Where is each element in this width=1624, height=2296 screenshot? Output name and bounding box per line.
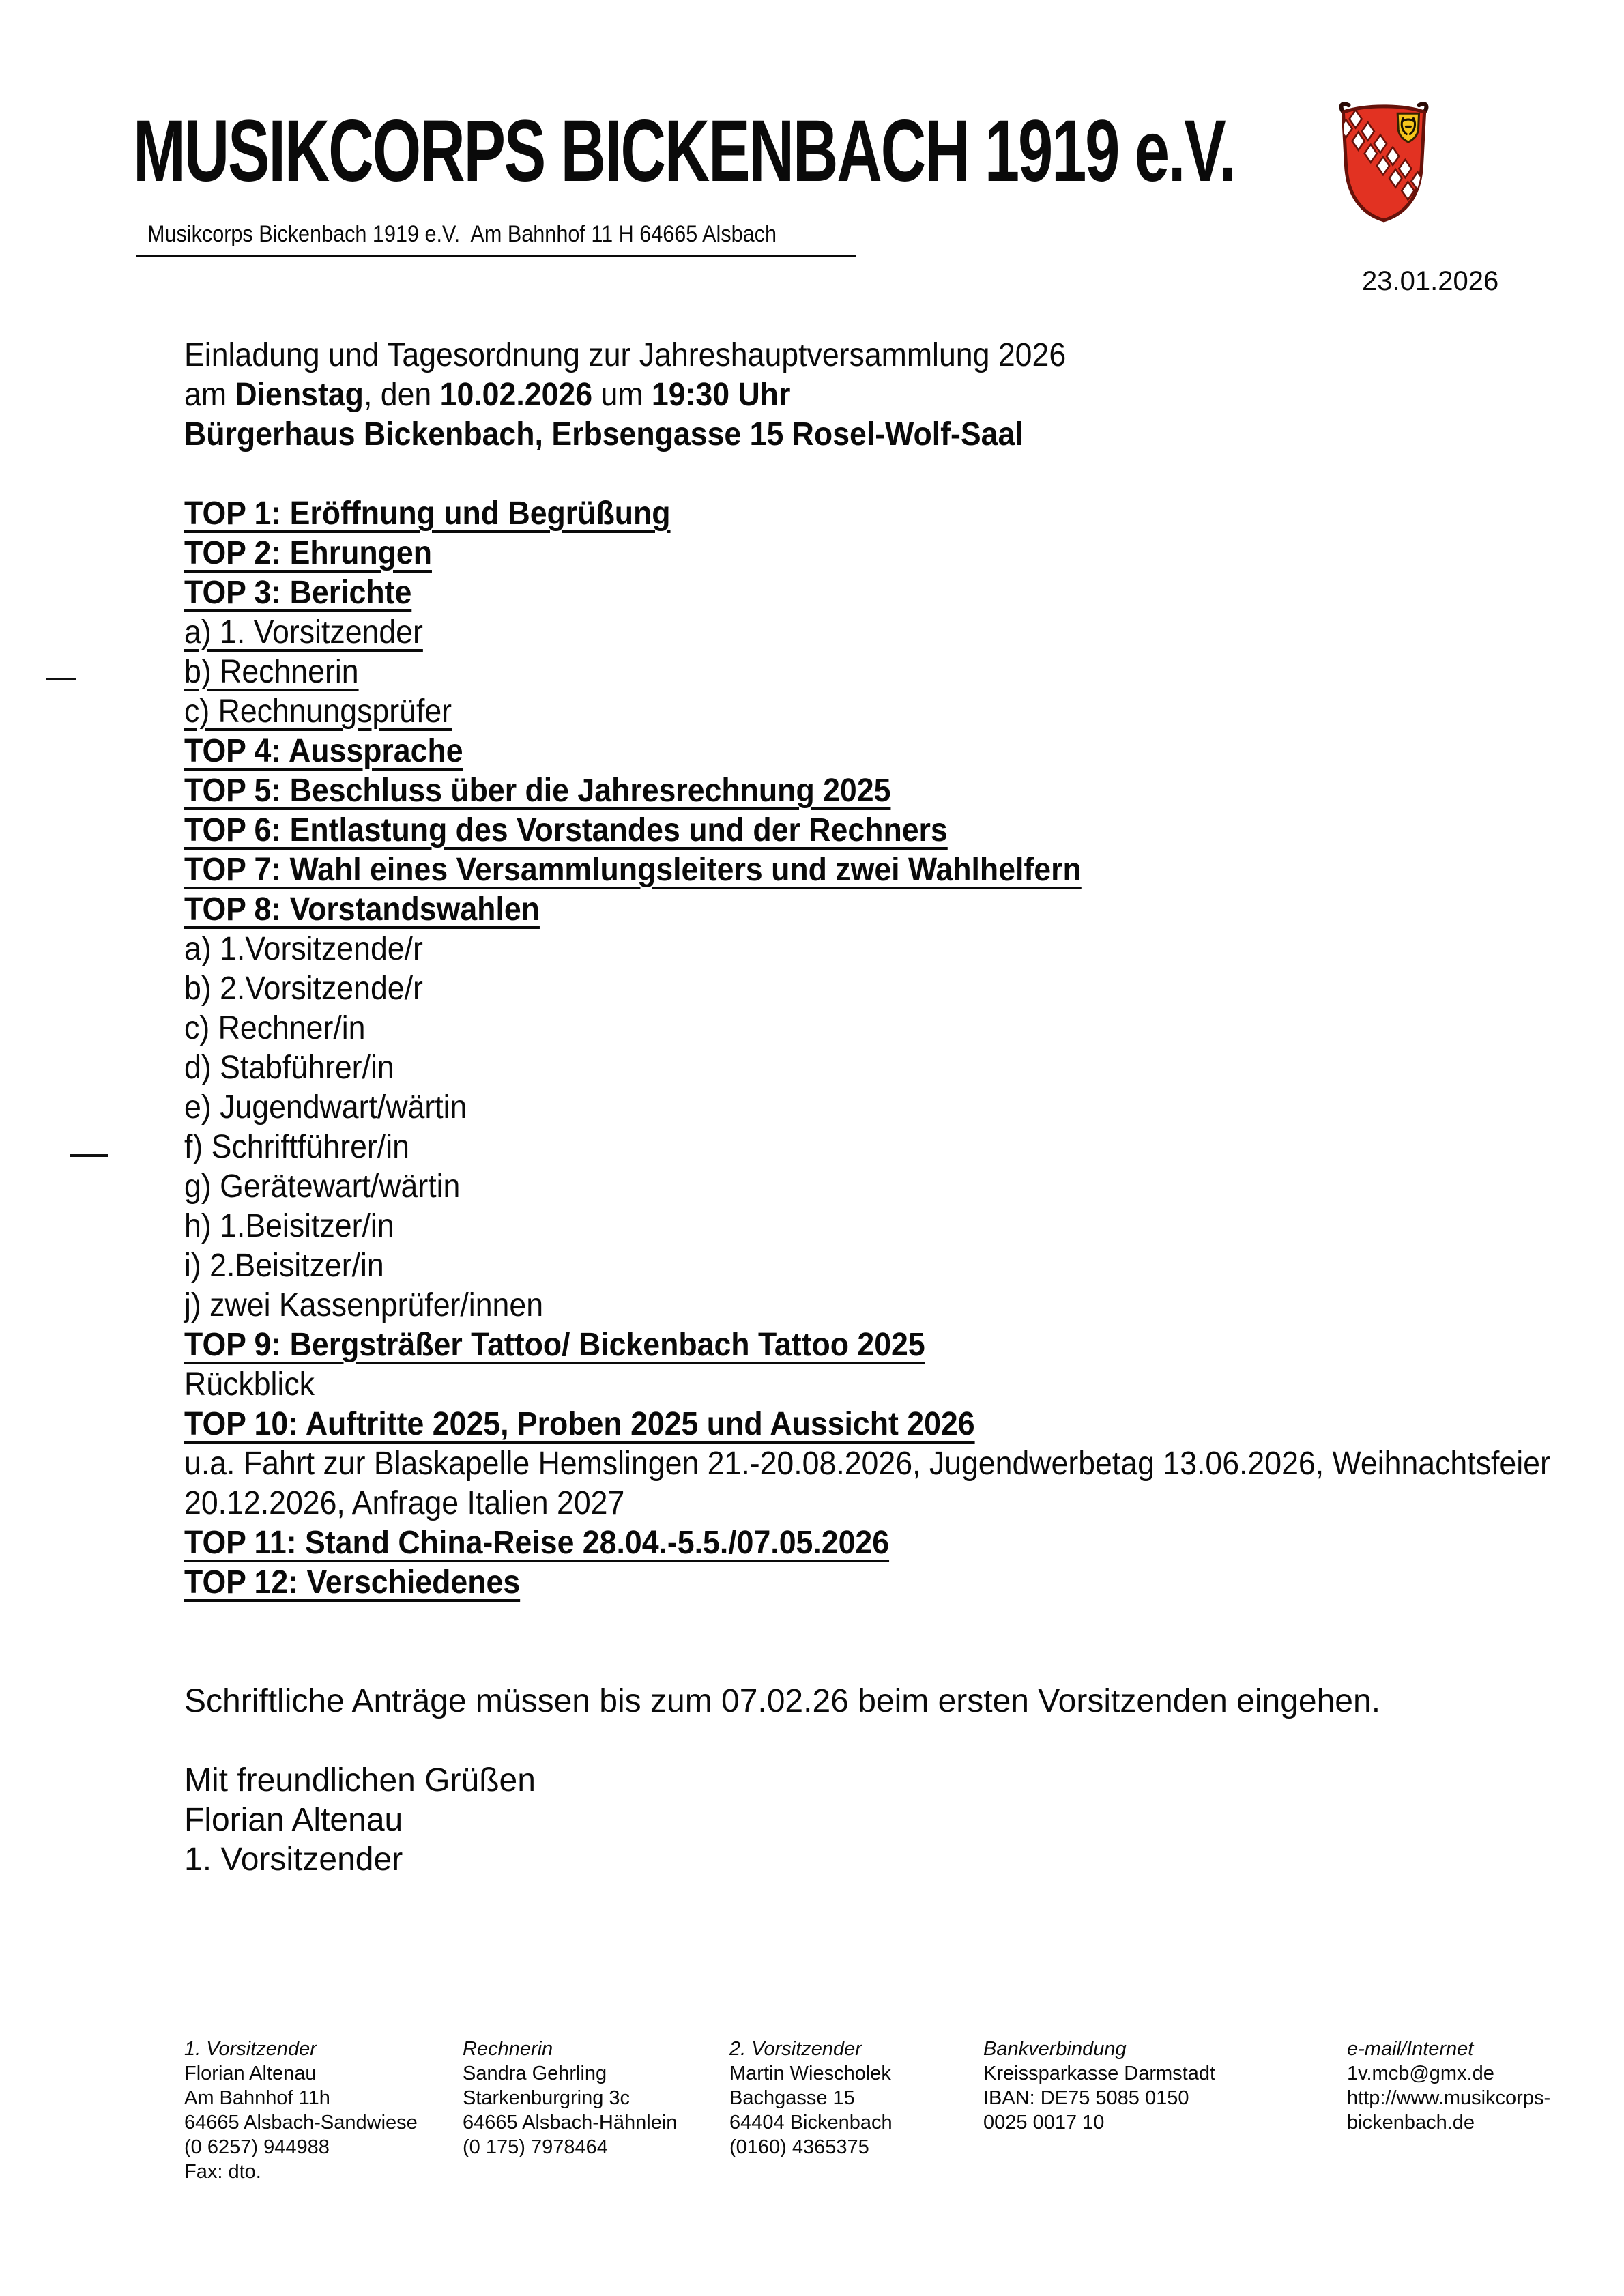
- footer-column: [184, 2037, 418, 2184]
- agenda-item: TOP 10: Auftritte 2025, Proben 2025 und Aussicht 2026: [184, 1406, 975, 1442]
- page-title: MUSIKCORPS BICKENBACH 1919 e.V.: [133, 102, 1235, 200]
- agenda-subitem: e) Jugendwart/wärtin: [184, 1089, 467, 1125]
- blank-line: [184, 1721, 1576, 1761]
- footer-line: bickenbach.de: [1347, 2112, 1475, 2134]
- footer-line: (0 175) 7978464: [463, 2136, 608, 2158]
- footer-column: [463, 2037, 677, 2159]
- footer-line: Am Bahnhof 11h: [184, 2087, 330, 2109]
- footer-line: Fax: dto.: [184, 2161, 261, 2183]
- footer-line: Florian Altenau: [184, 2063, 317, 2084]
- agenda-subitem: d) Stabführer/in: [184, 1050, 394, 1086]
- blank-line: [184, 1642, 1576, 1682]
- footer-line: 0025 0017 10: [983, 2112, 1105, 2134]
- fold-mark: [46, 678, 76, 680]
- agenda-subitem: f) Schriftführer/in: [184, 1129, 409, 1165]
- agenda-item: TOP 6: Entlastung des Vorstandes und der Rechners: [184, 812, 948, 848]
- footer-line: (0160) 4365375: [729, 2136, 869, 2158]
- footer-line: 1v.mcb@gmx.de: [1347, 2063, 1494, 2084]
- agenda-note: u.a. Fahrt zur Blaskapelle Hemslingen 21.-20.08.2026, Jugendwerbetag 13.06.2026, Weihnachtsfeier: [184, 1446, 1550, 1482]
- agenda-item: TOP 2: Ehrungen: [184, 535, 432, 571]
- closing-signature-name: Florian Altenau: [184, 1802, 403, 1838]
- footer-line: Starkenburgring 3c: [463, 2087, 630, 2109]
- agenda-note: Rückblick: [184, 1366, 315, 1403]
- blank-line: [184, 1603, 1576, 1642]
- footer-line: Sandra Gehrling: [463, 2063, 607, 2084]
- footer-line: Martin Wiescholek: [729, 2063, 891, 2084]
- agenda-subitem: a) 1.Vorsitzende/r: [184, 931, 423, 967]
- footer-column: [1347, 2037, 1550, 2135]
- closing-note: Schriftliche Anträge müssen bis zum 07.02.26 beim ersten Vorsitzenden eingehen.: [184, 1683, 1381, 1719]
- footer-column-heading: Rechnerin: [463, 2038, 553, 2060]
- blank-line: [184, 455, 1576, 494]
- fold-mark: [70, 1154, 108, 1157]
- agenda-subitem: b) 2.Vorsitzende/r: [184, 971, 423, 1007]
- agenda-note: 20.12.2026, Anfrage Italien 2027: [184, 1485, 625, 1521]
- agenda-subitem: i) 2.Beisitzer/in: [184, 1248, 384, 1284]
- agenda-subitem: h) 1.Beisitzer/in: [184, 1208, 394, 1244]
- agenda-item: TOP 9: Bergsträßer Tattoo/ Bickenbach Tattoo 2025: [184, 1327, 925, 1363]
- closing-signature-role: 1. Vorsitzender: [184, 1841, 403, 1878]
- footer-column-heading: e-mail/Internet: [1347, 2038, 1474, 2060]
- agenda-item: TOP 1: Eröffnung und Begrüßung: [184, 496, 671, 532]
- footer-column-heading: 2. Vorsitzender: [729, 2038, 862, 2060]
- footer-line: IBAN: DE75 5085 0150: [983, 2087, 1189, 2109]
- footer-column-heading: Bankverbindung: [983, 2038, 1127, 2060]
- footer-line: (0 6257) 944988: [184, 2136, 330, 2158]
- footer-line: Bachgasse 15: [729, 2087, 855, 2109]
- intro-line: Bürgerhaus Bickenbach, Erbsengasse 15 Rosel-Wolf-Saal: [184, 416, 1024, 453]
- agenda-item: TOP 4: Aussprache: [184, 733, 463, 769]
- club-crest-logo: [1332, 98, 1436, 231]
- footer-line: http://www.musikcorps-: [1347, 2087, 1551, 2109]
- sender-address-line: Musikcorps Bickenbach 1919 e.V. Am Bahnhof 11 H 64665 Alsbach: [136, 220, 856, 257]
- agenda-item: TOP 12: Verschiedenes: [184, 1564, 521, 1601]
- agenda-item: TOP 8: Vorstandswahlen: [184, 891, 540, 928]
- intro-line: am Dienstag, den 10.02.2026 um 19:30 Uhr: [184, 377, 791, 413]
- footer-line: 64665 Alsbach-Hähnlein: [463, 2112, 678, 2134]
- agenda-subitem: a) 1. Vorsitzender: [184, 614, 423, 650]
- letter-date: 23.01.2026: [1362, 266, 1499, 296]
- agenda-subitem: c) Rechnungsprüfer: [184, 693, 452, 730]
- agenda-item: TOP 5: Beschluss über die Jahresrechnung 2025: [184, 773, 891, 809]
- closing-salutation: Mit freundlichen Grüßen: [184, 1762, 536, 1798]
- agenda-subitem: b) Rechnerin: [184, 654, 359, 690]
- agenda-subitem: j) zwei Kassenprüfer/innen: [184, 1287, 544, 1323]
- agenda-subitem: c) Rechner/in: [184, 1010, 366, 1046]
- footer-column: [983, 2037, 1215, 2135]
- agenda-item: TOP 3: Berichte: [184, 575, 412, 611]
- agenda-item: TOP 7: Wahl eines Versammlungsleiters und zwei Wahlhelfern: [184, 852, 1082, 888]
- footer-column: [729, 2037, 893, 2159]
- footer-column-heading: 1. Vorsitzender: [184, 2038, 317, 2060]
- letter-body: [184, 336, 1576, 1880]
- agenda-item: TOP 11: Stand China-Reise 28.04.-5.5./07.05.2026: [184, 1525, 890, 1561]
- agenda-subitem: g) Gerätewart/wärtin: [184, 1168, 461, 1205]
- intro-line: Einladung und Tagesordnung zur Jahreshauptversammlung 2026: [184, 337, 1067, 373]
- footer-line: 64404 Bickenbach: [729, 2112, 893, 2134]
- footer-line: Kreissparkasse Darmstadt: [983, 2063, 1216, 2084]
- footer-line: 64665 Alsbach-Sandwiese: [184, 2112, 418, 2134]
